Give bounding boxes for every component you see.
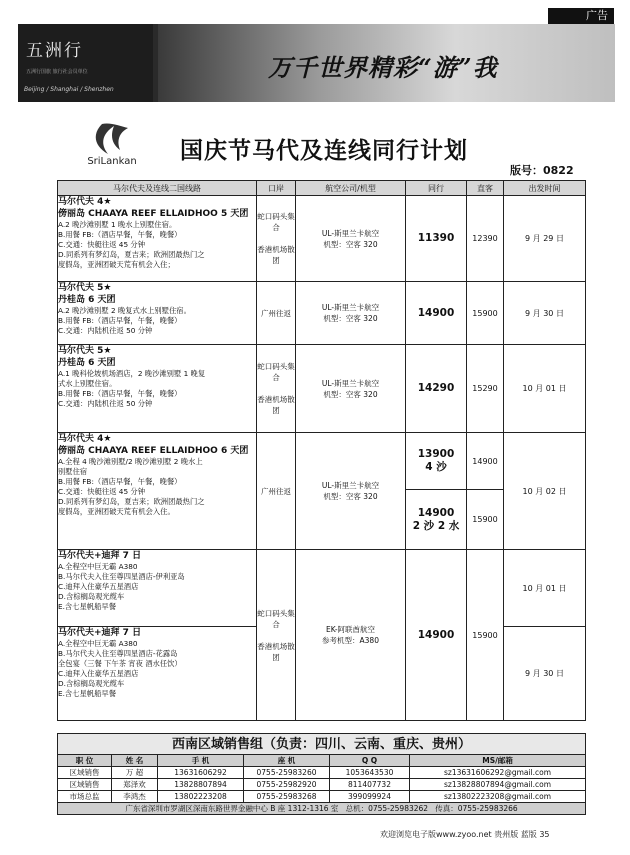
table-row <box>58 282 586 345</box>
departure-date: 9 月 29 日 <box>504 196 586 282</box>
route-detail: 别墅住宿 <box>58 467 88 476</box>
departure-date: 10 月 02 日 <box>504 433 586 550</box>
route-detail: B.用餐 FB:（酒店早餐，午餐，晚餐） <box>58 477 182 486</box>
route-detail: A.1 晚科伦坡机场酒店，2 晚沙滩别墅 1 晚复 <box>58 369 206 378</box>
contact-header-row <box>58 755 586 767</box>
contact-row <box>58 791 586 803</box>
peer-price <box>406 490 467 550</box>
peer-price: 14900 <box>406 550 467 721</box>
route-detail: C.迪拜入住豪华五星酒店 <box>58 669 139 678</box>
table-row <box>58 196 586 282</box>
banner-slogan: 万千世界精彩“游”我 <box>268 53 498 82</box>
carrier-name: UL-斯里兰卡航空 <box>321 303 380 312</box>
contact-mobile: 13631606292 <box>158 767 244 779</box>
contact-landline: 0755-25983268 <box>244 791 330 803</box>
route-detail: C.交通：内陆机往返 50 分钟 <box>58 326 153 335</box>
contact-title: 西南区域销售组（负责：四川、云南、重庆、贵州） <box>58 734 586 755</box>
col-header-departure: 出发时间 <box>504 181 586 196</box>
route-detail: B.用餐 FB:（酒店早餐，午餐，晚餐） <box>58 389 182 398</box>
route-cell <box>58 196 257 282</box>
contact-col-mobile: 手 机 <box>158 755 244 767</box>
departure-date: 10 月 01 日 <box>504 550 586 627</box>
contact-name: 郑泽欢 <box>112 779 158 791</box>
route-subtitle: 丹桂岛 6 天团 <box>58 295 116 305</box>
route-detail: D.同系列有梦幻岛，夏吉来；欧洲团最热门之 <box>58 250 205 259</box>
direct-price: 15900 <box>467 282 504 345</box>
company-fax: 传真：0755-25983266 <box>435 804 518 813</box>
route-detail: 度假岛，亚洲团破天荒有机会入住。 <box>58 507 175 516</box>
route-detail: 全包宴（三餐 下午茶 宵夜 酒水任饮） <box>58 659 182 668</box>
page-title: 国庆节马代及连线同行计划 <box>180 138 468 164</box>
route-detail: D.同系列有梦幻岛，夏吉来；欧洲团最热门之 <box>58 497 205 506</box>
route-detail: B.马尔代夫入住至尊四星酒店-伊利亚岛 <box>58 572 185 581</box>
brand-cities: Beijing / Shanghai / Shenzhen <box>24 86 114 93</box>
company-address: 广东省深圳市罗湖区深南东路世界金融中心 B 座 1312-1316 室 <box>125 804 339 813</box>
contact-row <box>58 767 586 779</box>
contact-title-row <box>58 734 586 755</box>
route-cell <box>58 550 257 627</box>
contact-landline: 0755-25982920 <box>244 779 330 791</box>
route-detail: D.含棕榈岛观光缆车 <box>58 679 125 688</box>
contact-col-qq: Q Q <box>330 755 410 767</box>
carrier-cell <box>296 282 406 345</box>
peer-price: 11390 <box>406 196 467 282</box>
contact-row <box>58 779 586 791</box>
direct-price: 15290 <box>467 345 504 433</box>
contact-name: 万 超 <box>112 767 158 779</box>
route-title: 马尔代夫 4★ <box>58 197 112 207</box>
carrier-name: UL-斯里兰卡航空 <box>321 378 380 388</box>
route-subtitle: 傍丽岛 CHAAYA REEF ELLAIDHOO 5 天团 <box>58 209 249 219</box>
carrier-cell <box>296 550 406 721</box>
port-text: 香港机场散团 <box>257 245 295 265</box>
route-detail: A.2 晚沙滩别墅 2 晚复式水上别墅住宿。 <box>58 306 191 315</box>
direct-price: 15900 <box>467 550 504 721</box>
route-title: 马尔代夫+迪拜 7 日 <box>58 551 142 561</box>
route-detail: B.马尔代夫入住至尊四星酒店-花露岛 <box>58 649 178 658</box>
route-title: 马尔代夫+迪拜 7 日 <box>58 628 142 638</box>
brand-box <box>18 24 153 102</box>
route-detail: 度假岛，亚洲团破天荒有机会入住； <box>58 260 175 269</box>
contact-col-landline: 座 机 <box>244 755 330 767</box>
departure-date: 9 月 30 日 <box>504 627 586 721</box>
route-detail: D.含棕榈岛观光缆车 <box>58 592 125 601</box>
port-text: 蛇口码头集合 <box>257 212 295 232</box>
contact-col-email: MS/邮箱 <box>410 755 586 767</box>
carrier-name: UL-斯里兰卡航空 <box>321 481 380 490</box>
contact-name: 李鸿杰 <box>112 791 158 803</box>
contact-col-name: 姓 名 <box>112 755 158 767</box>
contact-mobile: 13802223208 <box>158 791 244 803</box>
brand-name: 五洲行 <box>26 41 83 61</box>
contact-position: 区域销售 <box>58 779 112 791</box>
contact-qq: 811407732 <box>330 779 410 791</box>
page-footer: 欢迎浏览电子版www.zyoo.net 贵州版 蓝版 35 <box>380 830 550 839</box>
contact-qq: 399099924 <box>330 791 410 803</box>
route-detail: 式水上别墅住宿。 <box>58 379 117 388</box>
route-detail: B.用餐 FB:（酒店早餐，午餐，晚餐） <box>58 230 182 239</box>
carrier-cell <box>296 196 406 282</box>
contact-landline: 0755-25983260 <box>244 767 330 779</box>
route-table <box>57 180 586 721</box>
contact-email: sz13802223208@gmail.com <box>410 791 586 803</box>
port-text: 蛇口码头集合 <box>257 362 295 382</box>
table-row <box>58 345 586 433</box>
route-cell <box>58 345 257 433</box>
port-cell <box>257 196 296 282</box>
route-detail: C.交通：快艇往返 45 分钟 <box>58 240 146 249</box>
ad-tag: 广告 <box>548 8 614 24</box>
brand-sub: 五洲行国旅 旅行社会员单位 <box>26 69 88 75</box>
contact-footer-row <box>58 803 586 815</box>
route-subtitle: 丹桂岛 6 天团 <box>58 358 116 368</box>
aircraft-type: 机型：空客 320 <box>323 389 378 399</box>
route-cell <box>58 433 257 550</box>
route-cell <box>58 627 257 721</box>
port-text: 蛇口码头集合 <box>257 608 295 629</box>
port-cell <box>257 550 296 721</box>
direct-price: 15900 <box>467 490 504 550</box>
contact-position: 区域销售 <box>58 767 112 779</box>
table-header-row <box>58 181 586 196</box>
route-detail: C.交通：快艇往返 45 分钟 <box>58 487 146 496</box>
contact-mobile: 13828807894 <box>158 779 244 791</box>
table-row <box>58 433 586 490</box>
peer-price-note: 4 沙 <box>425 461 447 473</box>
aircraft-type: 参考机型：A380 <box>322 636 379 645</box>
route-detail: A.全程空中巨无霸 A380 <box>58 639 138 648</box>
banner <box>18 24 615 102</box>
port-cell: 广州往返 <box>257 282 296 345</box>
contact-email: sz13828807894@gmail.com <box>410 779 586 791</box>
col-header-port: 口岸 <box>257 181 296 196</box>
departure-date: 10 月 01 日 <box>504 345 586 433</box>
peer-price: 14900 <box>406 282 467 345</box>
contact-position: 市场总监 <box>58 791 112 803</box>
route-title: 马尔代夫 4★ <box>58 434 112 444</box>
col-header-route: 马尔代夫及连线二国线路 <box>58 181 257 196</box>
carrier-name: UL-斯里兰卡航空 <box>321 228 380 238</box>
port-cell <box>257 345 296 433</box>
contact-footer <box>58 803 586 815</box>
airline-name: SriLankan <box>87 156 137 167</box>
contact-email: sz13631606292@gmail.com <box>410 767 586 779</box>
port-cell: 广州往返 <box>257 433 296 550</box>
col-header-direct-price: 直客 <box>467 181 504 196</box>
route-subtitle: 傍丽岛 CHAAYA REEF ELLAIDHOO 6 天团 <box>58 446 249 456</box>
peer-price-value: 14900 <box>417 506 455 519</box>
peer-price-value: 13900 <box>417 448 455 460</box>
peer-price-note: 2 沙 2 水 <box>412 519 460 532</box>
aircraft-type: 机型：空客 320 <box>323 239 378 249</box>
carrier-name: EK-阿联酋航空 <box>325 625 376 634</box>
aircraft-type: 机型：空客 320 <box>323 492 378 501</box>
peer-price: 14290 <box>406 345 467 433</box>
version-number: 版号：0822 <box>510 164 574 177</box>
route-detail: C.迪拜入住豪华五星酒店 <box>58 582 139 591</box>
route-cell <box>58 282 257 345</box>
col-header-peer-price: 同行 <box>406 181 467 196</box>
company-phone: 总机：0755-25983262 <box>345 804 429 813</box>
carrier-cell <box>296 433 406 550</box>
route-detail: A.全程 4 晚沙滩别墅/2 晚沙滩别墅 2 晚水上 <box>58 457 203 466</box>
contact-table <box>57 733 586 815</box>
contact-col-position: 职 位 <box>58 755 112 767</box>
route-title: 马尔代夫 5★ <box>58 283 112 293</box>
direct-price: 14900 <box>467 433 504 490</box>
departure-date: 9 月 30 日 <box>504 282 586 345</box>
route-detail: E.含七星帆船早餐 <box>58 689 117 698</box>
col-header-carrier: 航空公司/机型 <box>296 181 406 196</box>
port-text: 香港机场散团 <box>257 395 295 415</box>
route-detail: A.全程空中巨无霸 A380 <box>58 562 138 571</box>
route-detail: E.含七星帆船早餐 <box>58 602 117 611</box>
route-title: 马尔代夫 5★ <box>58 346 112 356</box>
contact-qq: 1053643530 <box>330 767 410 779</box>
aircraft-type: 机型：空客 320 <box>323 314 378 323</box>
direct-price: 12390 <box>467 196 504 282</box>
route-detail: B.用餐 FB:（酒店早餐，午餐，晚餐） <box>58 316 182 325</box>
route-detail: A.2 晚沙滩别墅 1 晚水上别墅住宿。 <box>58 220 177 229</box>
route-detail: C.交通：内陆机往返 50 分钟 <box>58 399 153 408</box>
peer-price <box>406 433 467 490</box>
carrier-cell <box>296 345 406 433</box>
port-text: 香港机场散团 <box>257 641 295 662</box>
table-row <box>58 550 586 627</box>
